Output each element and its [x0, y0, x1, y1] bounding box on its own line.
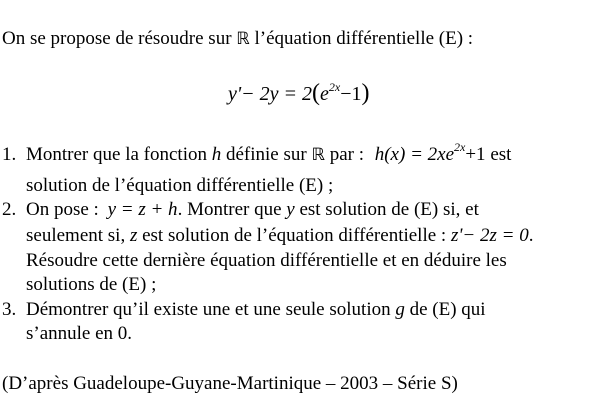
item-3-text	[26, 299, 486, 321]
item-2-var-z: z	[129, 225, 138, 246]
item-2-line-3-text: Résoudre cette dernière équation différentielle et en déduire les	[26, 250, 507, 271]
item-1-line-2-text: solution de l’équation différentielle (E) ;	[26, 175, 334, 196]
equation-exp-base: e	[320, 83, 329, 105]
item-2-text	[26, 199, 479, 221]
item-2-formula: y = z + h	[107, 199, 178, 220]
equation-close-paren: )	[361, 80, 370, 106]
item-2-var-y: y	[286, 199, 295, 220]
source-line	[2, 373, 458, 395]
item-2-text-before: On pose :	[26, 199, 99, 220]
equation-open-paren: (	[312, 80, 321, 106]
item-2-line-2	[26, 225, 533, 247]
item-1-par: par :	[329, 144, 364, 165]
item-2-line-2-end: .	[528, 225, 534, 246]
item-3-text-after: de (E) qui	[409, 299, 486, 320]
item-1-var-h: h	[211, 144, 222, 165]
equation-exp-power: 2x	[328, 80, 341, 94]
equation-tail: −1	[340, 83, 362, 105]
real-set-symbol: ℝ	[236, 29, 250, 49]
equation-e	[228, 82, 370, 107]
item-3-line-2-text: s’annule en 0.	[26, 323, 133, 344]
item-2-line-4-text: solutions de (E) ;	[26, 274, 157, 295]
intro-line	[2, 28, 473, 50]
item-2-line-2-before: seulement si,	[26, 225, 126, 246]
source-text: (D’après Guadeloupe-Guyane-Martinique – 2003 – Série S)	[2, 373, 458, 394]
item-1-text-after: est	[490, 144, 512, 165]
item-2-line-4	[26, 274, 156, 296]
item-2-line-2-after: est solution de l’équation différentielle :	[142, 225, 447, 246]
item-2-number: 2.	[2, 199, 17, 220]
equation-lhs: y'− 2y = 2	[228, 83, 313, 105]
item-1-line-2	[26, 175, 333, 197]
item-2-line-2-formula: z'− 2z = 0	[450, 225, 529, 246]
item-1-formula-power: 2x	[454, 140, 466, 154]
item-1-text-before: Montrer que la fonction	[26, 144, 207, 165]
item-1-real-set: ℝ	[311, 145, 325, 165]
item-1-number: 1.	[2, 144, 17, 165]
item-3-line-2	[26, 323, 132, 345]
item-3-number: 3.	[2, 299, 17, 320]
item-1-text	[26, 140, 512, 167]
intro-text-after: l’équation différentielle (E) :	[254, 28, 474, 49]
item-3-var-g: g	[395, 299, 405, 320]
item-2-line-3	[26, 250, 507, 272]
item-1-formula-tail: +1	[465, 144, 486, 165]
item-2-text-after-a: . Montrer que	[177, 199, 282, 220]
item-1-formula-lhs: h(x) = 2xe	[374, 144, 455, 165]
item-1-text-middle: définie sur	[225, 144, 307, 165]
item-3-text-before: Démontrer qu’il existe une et une seule solution	[26, 299, 391, 320]
intro-text-before: On se propose de résoudre sur	[2, 28, 232, 49]
item-2-text-after-b: est solution de (E) si, et	[299, 199, 479, 220]
